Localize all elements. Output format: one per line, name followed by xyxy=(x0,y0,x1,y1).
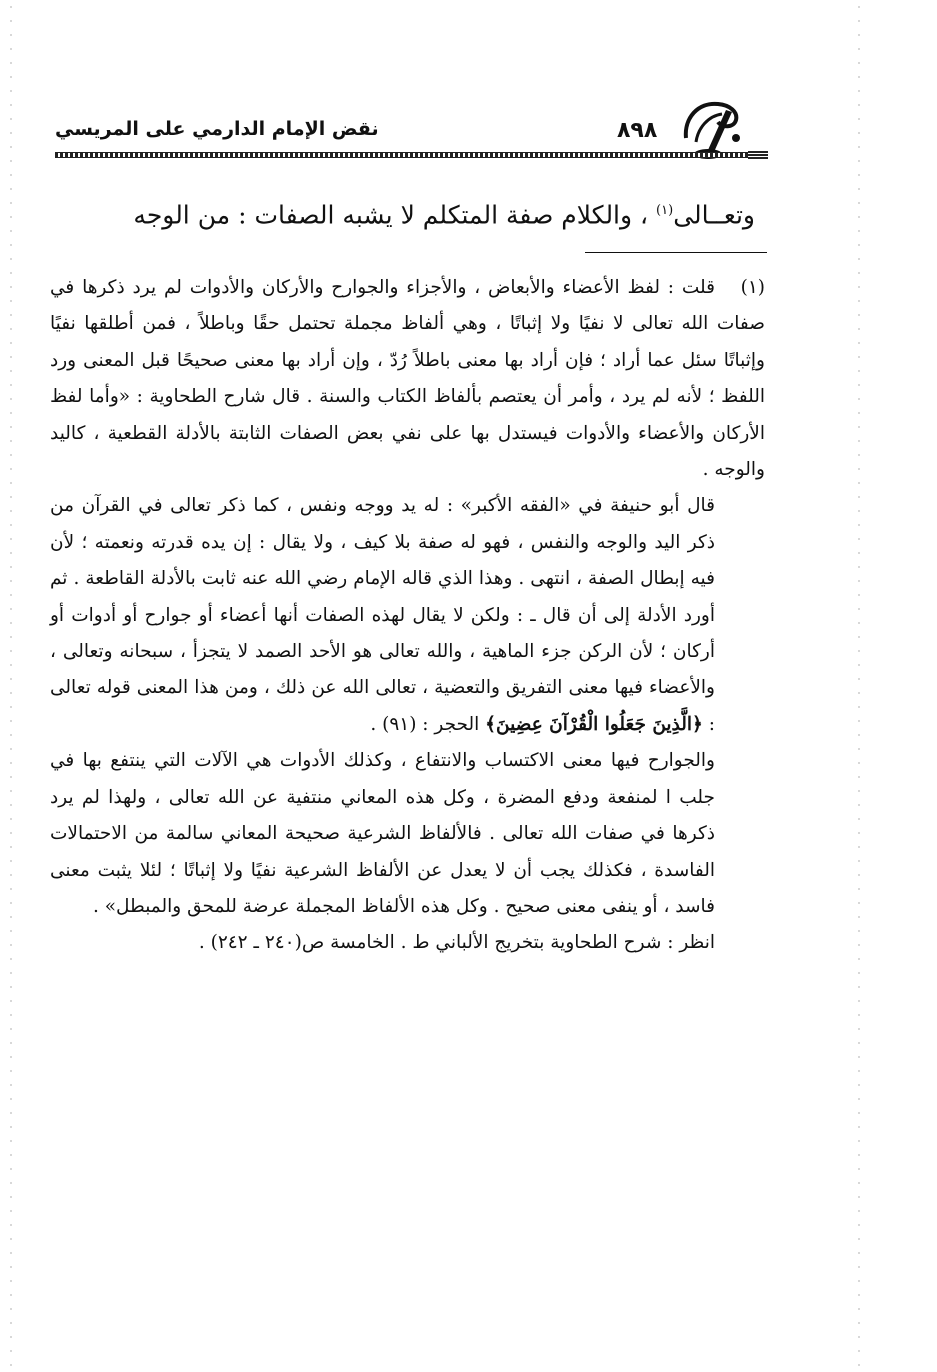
main-text-start: وتعــالى xyxy=(673,200,755,230)
footnote-paragraph-2-text: قال أبو حنيفة في «الفقه الأكبر» : له يد ووجه ونفس ، كما ذكر تعالى في القرآن من ذكر اليد والوجه والنفس ، فهو له صفة بلا كيف ، ولا يقال : إن يده قدرته ونعمته ؛ لأن فيه إبطال الصفة ، انتهى . وهذا الذي قاله الإمام رضي الله عنه ثابت بالأدلة القاطعة . ثم أورد الأدلة إلى أن قال ـ : ولكن لا يقال لهذه الصفات أنها أعضاء أو جوارح أو أدوات أو أركان ؛ لأن الركن جزء الماهية ، والله تعالى هو الأحد الصمد لا يتجزأ ، سبحانه وتعالى ، والأعضاء فيها معنى التفريق والتعضية ، تعالى الله عن ذلك ، ومن هذا المعنى قوله تعالى : xyxy=(50,495,715,735)
scan-artifact-right xyxy=(858,0,860,1372)
footnote-paragraph-1-text: قلت : لفظ الأعضاء والأبعاض ، والأجزاء والجوارح والأركان والأدوات لم يرد ذكرها في صفات الله تعالى لا نفيًا ولا إثباتًا ، وهي ألفاظ مجملة تحتمل حقًا وباطلاً ، فمن أطلقها نفيًا وإثباتًا سئل عما أراد ؛ فإن أراد بها معنى باطلاً رُدّ ، وإن أراد بها معنى صحيحًا قبل المعنى ورد اللفظ ؛ لأنه لم يرد ، وأمر أن يعتصم بألفاظ الكتاب والسنة . قال شارح الطحاوية : «وأما لفظ الأركان والأعضاء والأدوات فيستدل بها على نفي بعض الصفات الثابتة بالأدلة القطعية ، كاليد والوجه . xyxy=(50,277,765,481)
page-number: ٨٩٨ xyxy=(617,118,658,143)
running-header xyxy=(55,100,770,162)
quran-verse: ﴿الَّذِينَ جَعَلُوا الْقُرْآنَ عِضِينَ﴾ xyxy=(485,713,703,735)
footnote-source-reference-text: انظر : شرح الطحاوية بتخريج الألباني ط . الخامسة ص(٢٤٠ ـ ٢٤٢) . xyxy=(198,932,715,954)
footnote-separator xyxy=(585,252,767,253)
running-header-title: نقض الإمام الدارمي على المريسي xyxy=(55,118,379,140)
footnote xyxy=(50,270,765,962)
header-rule-end xyxy=(748,150,768,159)
footnote-number: (١) xyxy=(740,277,765,298)
footnote-paragraph-3-text: والجوارح فيها معنى الاكتساب والانتفاع ، وكذلك الأدوات هي الآلات التي ينتفع بها في جلب ا لمنفعة ودفع المضرة ، وكل هذه المعاني منتفية عن الله تعالى ، ولهذا لم يرد ذكرها في صفات الله تعالى . فالألفاظ الشرعية صحيحة المعاني سالمة من الاحتمالات الفاسدة ، فكذلك يجب أن لا يعدل عن الألفاظ الشرعية نفيًا ولا إثباتًا ؛ لئلا يثبت معنى فاسد ، أو ينفى معنى صحيح . وكل هذه الألفاظ المجملة عرضة للمحق والمبطل» . xyxy=(50,750,715,917)
quran-verse-citation: الحجر : (٩١) . xyxy=(370,713,486,735)
header-rule xyxy=(55,152,763,158)
main-text-rest: ، والكلام صفة المتكلم لا يشبه الصفات : من الوجه xyxy=(133,200,657,230)
footnote-paragraph-3 xyxy=(50,743,765,925)
scan-artifact-left xyxy=(10,0,12,1372)
main-text-line xyxy=(55,186,755,240)
footnote-source-reference xyxy=(50,925,765,961)
footnote-reference-mark: (١) xyxy=(656,203,674,218)
footnote-paragraph-1 xyxy=(50,270,765,488)
footnote-paragraph-2 xyxy=(50,488,765,743)
